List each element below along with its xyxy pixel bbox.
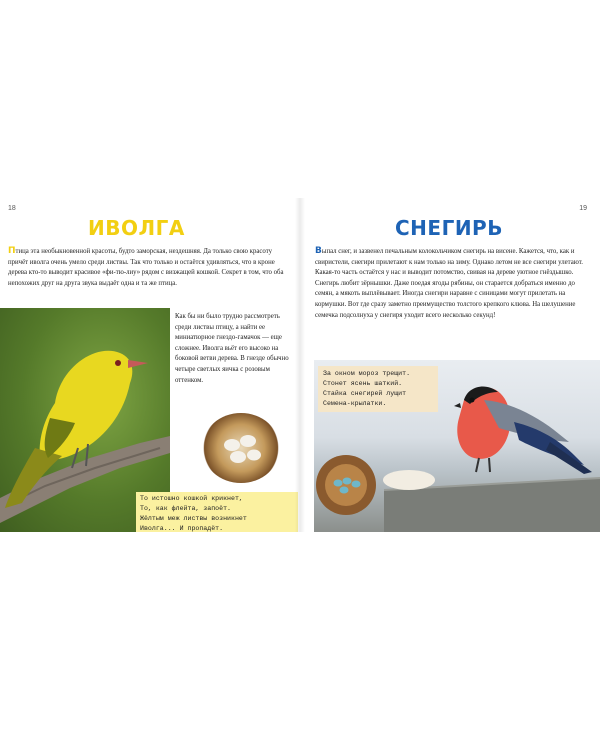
oriole-title: ИВОЛГА bbox=[88, 216, 185, 240]
oriole-intro-body: тица эта необыкновенной красоты, будто заморская, нездешняя. Да только свою красоту причёт иволга очень умело среди листвы. Так что только и остаётся удивляться, что в кроне дерева кто-то выводит красивое «фи-тю-лиу» рядом с визжащей кошкой. Секрет в том, что оба непохожих друг на друга звука выдаёт одна и та же птица. bbox=[8, 248, 284, 287]
bullfinch-intro-body: ыпал снег, и зазвенел печальным колокольчиком снегирь на висене. Кажется, что, как и свиристели, снегири прилетают к нам только на зиму. Однако летом не все снегири улетают. Какая-то часть остаётся у нас и выводит потомство, свивая на дереве уютное гнёздышко. bbox=[315, 248, 583, 277]
poem-line: То, как флейта, запоёт. bbox=[140, 505, 232, 512]
poem-line: Иволга... И пропадёт. bbox=[140, 525, 224, 532]
oriole-poem bbox=[136, 492, 298, 532]
right-page bbox=[300, 198, 600, 532]
bullfinch-text bbox=[315, 246, 591, 321]
oriole-nest-text: Как бы ни было трудно рассмотреть среди листвы птицу, а найти ее миниатюрное гнездо-гамачок — еще сложнее. Иволга вьёт его высоко на боковой ветви дерева. В гнезде обычно четыре светлых яичка с розовым оттенком. bbox=[175, 313, 289, 384]
oriole-dropcap: П bbox=[8, 246, 16, 256]
oriole-intro-text bbox=[8, 246, 292, 289]
bullfinch-title: СНЕГИРЬ bbox=[395, 216, 503, 240]
poem-line: Стонет ясень шаткий. bbox=[323, 380, 403, 387]
poem-line: Семена-крылатки. bbox=[323, 400, 387, 407]
oriole-nest-photo bbox=[202, 413, 280, 483]
page-number-left: 18 bbox=[8, 205, 16, 212]
poem-line: То истошно кошкой крикнет, bbox=[140, 495, 243, 502]
nest-eggs-image bbox=[202, 413, 280, 483]
poem-line: Стайка снегирей лущит bbox=[323, 390, 407, 397]
poem-line: За окном мороз трещит. bbox=[323, 370, 411, 377]
left-page bbox=[0, 198, 300, 532]
book-spread bbox=[0, 198, 600, 532]
page-number-right: 19 bbox=[579, 205, 587, 212]
book-gutter bbox=[295, 198, 305, 532]
bullfinch-poem bbox=[318, 366, 438, 412]
poem-line: Жёлтым меж листвы возникнет bbox=[140, 515, 247, 522]
bullfinch-food-text: Снегирь любит зёрнышки. Даже поедая ягоды рябины, он старается добраться именно до семян, а мякоть выплёвывает. Иногда снегири наравне с синицами могут прилетать на кормушки. Вот где сразу заметно преимущество толстого крепкого клюва. На шелушение семечка подсолнуха у снегиря уходит всего несколько секунд! bbox=[315, 279, 576, 319]
bullfinch-dropcap: В bbox=[315, 246, 322, 256]
